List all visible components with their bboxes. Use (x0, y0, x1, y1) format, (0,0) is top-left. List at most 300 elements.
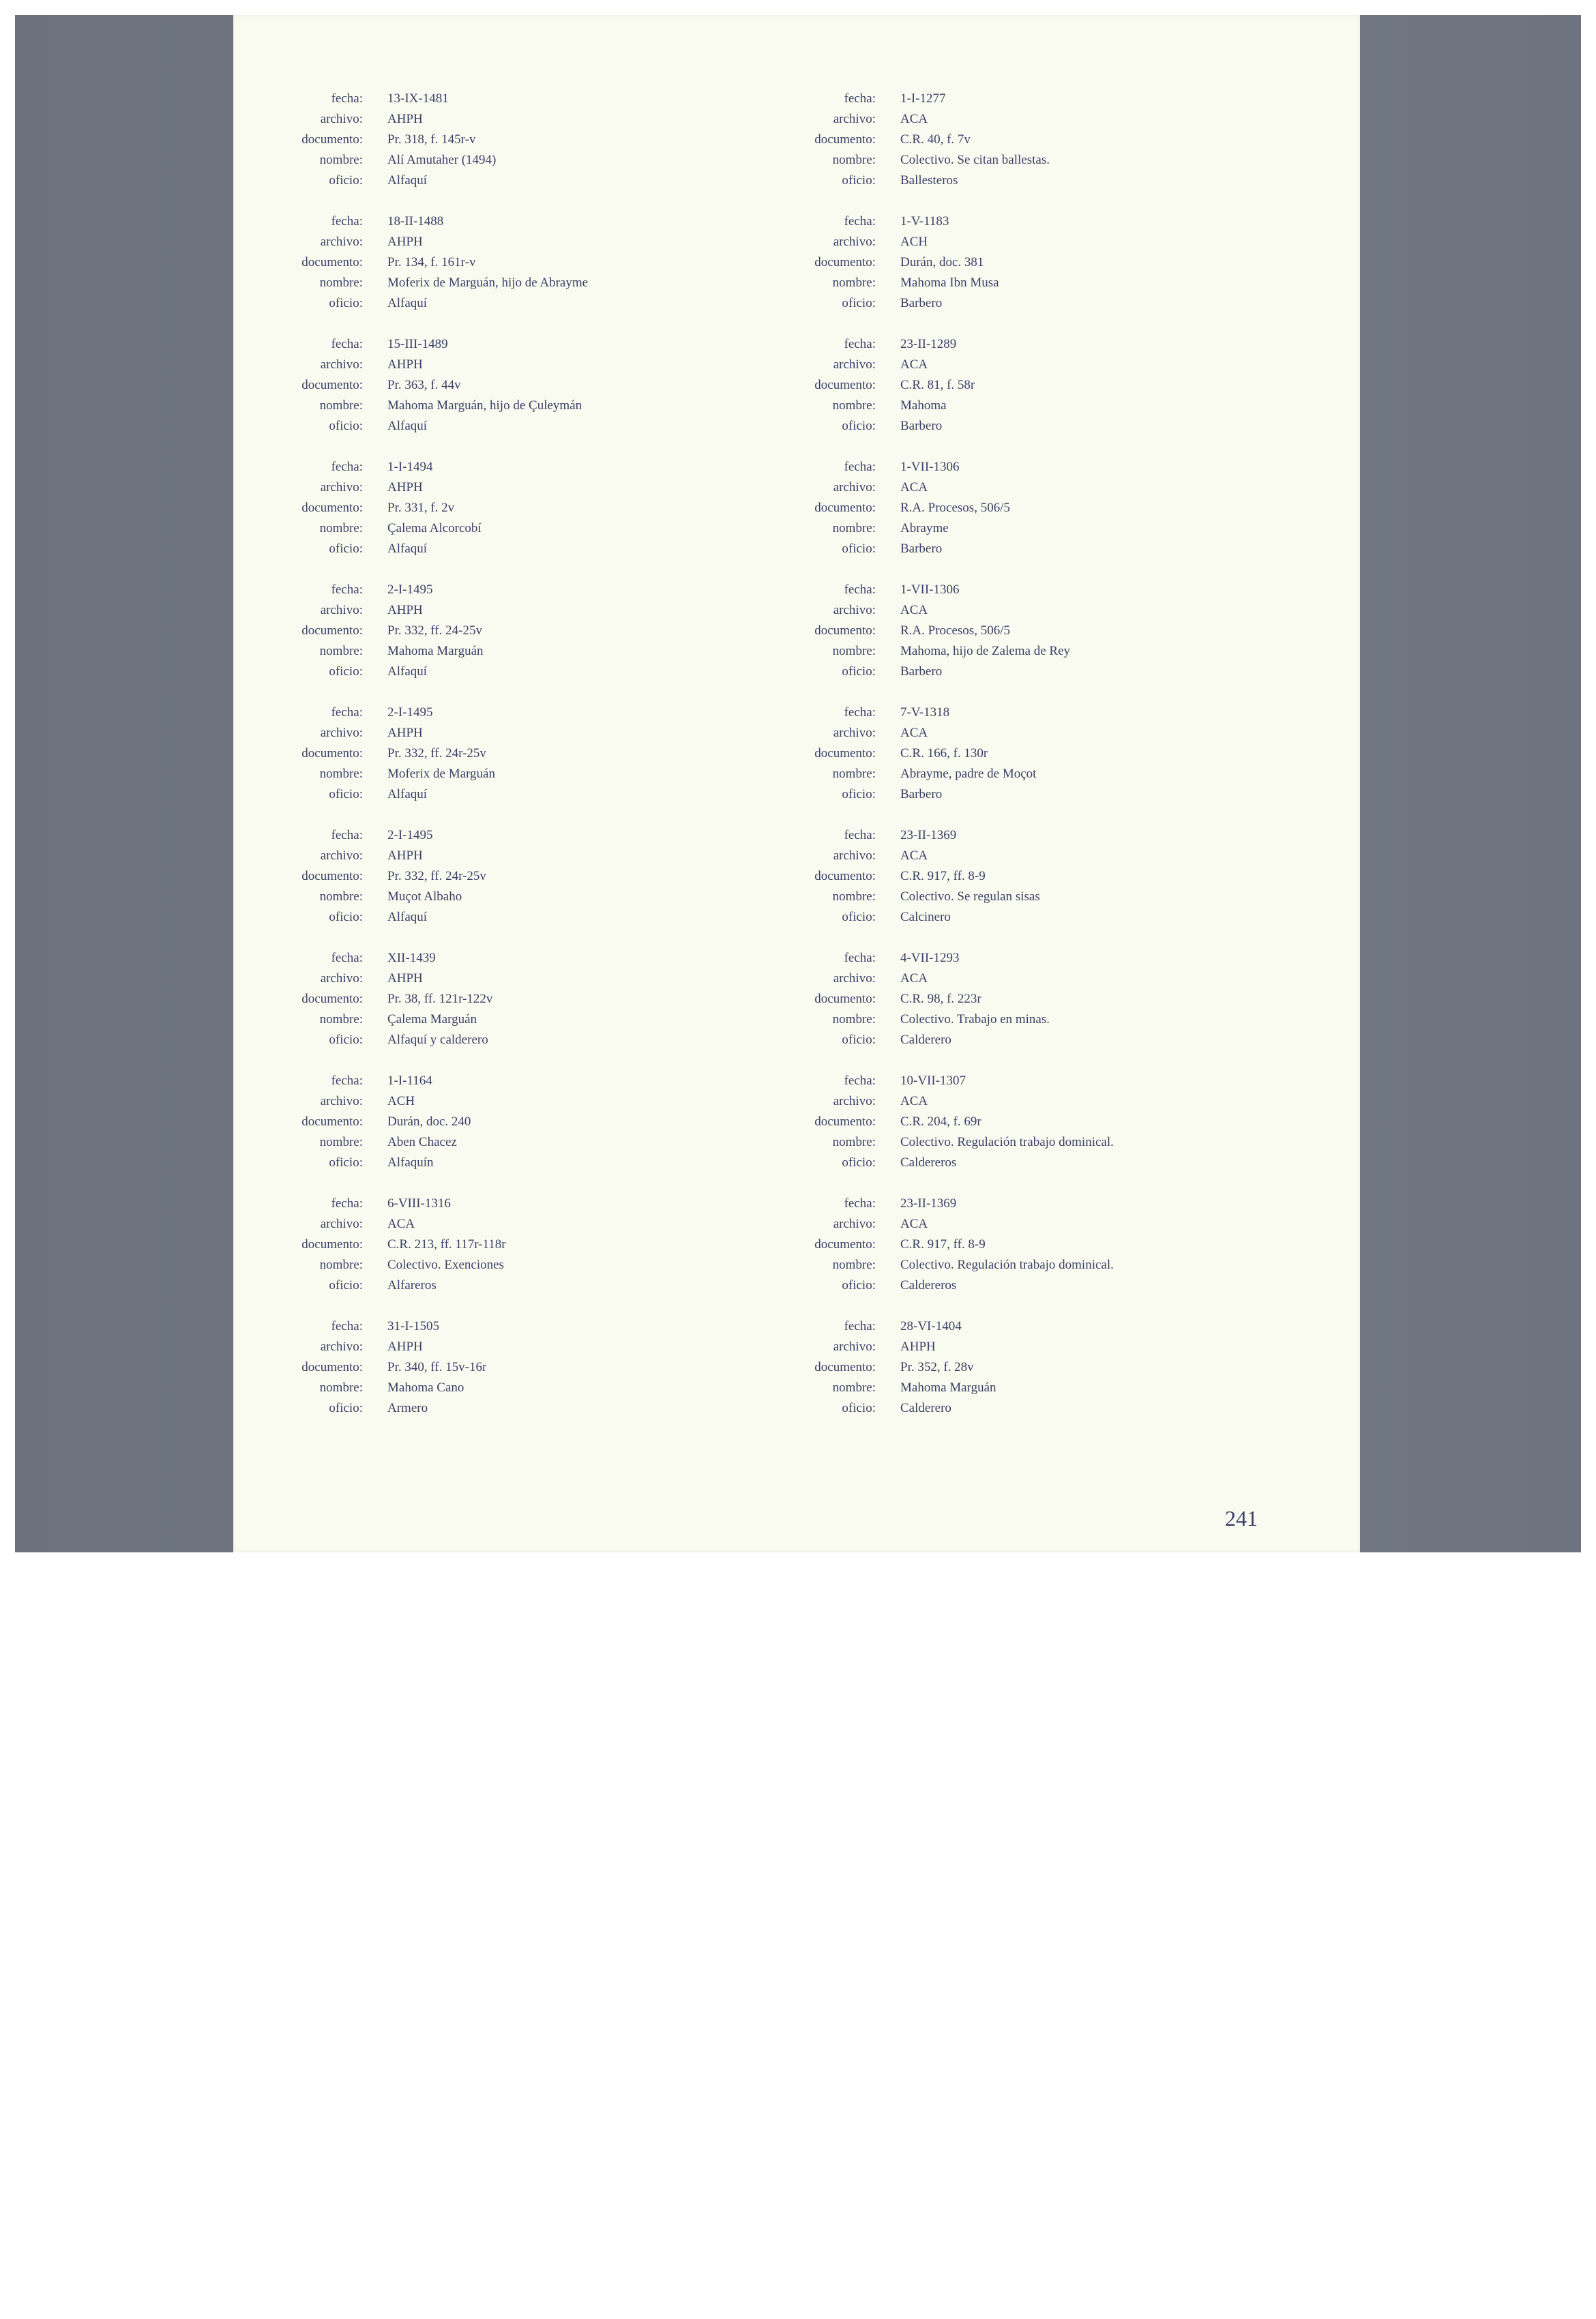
oficio-value: Caldereros (900, 1155, 957, 1170)
documento-label: documento: (301, 255, 363, 269)
record-entry (738, 457, 1352, 580)
fecha-value: 23-II-1289 (900, 337, 957, 351)
record-row-oficio (233, 907, 752, 928)
record-entry (233, 580, 752, 703)
nombre-value: Aben Chacez (387, 1135, 457, 1149)
nombre-label: nombre: (319, 1135, 363, 1149)
record-row-archivo (233, 969, 752, 989)
record-row-nombre (738, 1009, 1352, 1030)
archivo-value: AHPH (387, 112, 423, 126)
oficio-value: Alfaquí (387, 910, 428, 924)
fecha-value: 10-VII-1307 (900, 1074, 966, 1088)
documento-label: documento: (301, 501, 363, 515)
record-entry (738, 1194, 1352, 1316)
record-row-documento (233, 989, 752, 1009)
record-row-oficio (233, 1153, 752, 1173)
archivo-value: AHPH (387, 848, 423, 863)
record-row-archivo (233, 600, 752, 621)
oficio-value: Barbero (900, 787, 943, 801)
archivo-value: AHPH (387, 603, 423, 617)
documento-value: C.R. 166, f. 130r (900, 746, 988, 760)
archivo-label: archivo: (320, 603, 363, 617)
record-row-archivo (233, 846, 752, 866)
fecha-value: 28-VI-1404 (900, 1319, 962, 1333)
documento-label: documento: (301, 992, 363, 1006)
nombre-value: Mahoma Marguán (900, 1380, 996, 1395)
fecha-label: fecha: (844, 460, 876, 474)
oficio-label: oficio: (329, 787, 363, 801)
record-row-fecha (233, 703, 752, 723)
record-row-oficio (233, 171, 752, 191)
record-row-documento (738, 1357, 1352, 1378)
archivo-value: AHPH (387, 726, 423, 740)
nombre-value: Moferix de Marguán, hijo de Abrayme (387, 276, 589, 290)
fecha-label: fecha: (331, 1196, 363, 1211)
record-row-fecha (738, 1071, 1352, 1091)
fecha-label: fecha: (331, 1074, 363, 1088)
nombre-value: Abrayme (900, 521, 949, 535)
archivo-label: archivo: (320, 235, 363, 249)
fecha-label: fecha: (331, 951, 363, 965)
record-row-nombre (233, 150, 752, 171)
documento-label: documento: (814, 623, 876, 638)
record-row-nombre (233, 1255, 752, 1275)
record-row-nombre (738, 518, 1352, 539)
record-row-documento (233, 498, 752, 518)
nombre-label: nombre: (832, 521, 876, 535)
nombre-value: Alí Amutaher (1494) (387, 153, 497, 167)
oficio-label: oficio: (329, 664, 363, 679)
oficio-value: Calderero (900, 1033, 951, 1047)
archivo-label: archivo: (833, 1094, 876, 1108)
fecha-label: fecha: (844, 1074, 876, 1088)
archivo-label: archivo: (833, 971, 876, 986)
nombre-label: nombre: (832, 1012, 876, 1026)
oficio-label: oficio: (842, 664, 876, 679)
documento-value: Pr. 332, ff. 24-25v (387, 623, 482, 638)
oficio-label: oficio: (329, 1278, 363, 1293)
documento-label: documento: (301, 1114, 363, 1129)
record-row-nombre (233, 1378, 752, 1398)
archivo-value: AHPH (387, 1340, 423, 1354)
fecha-value: 18-II-1488 (387, 214, 444, 228)
documento-value: Durán, doc. 240 (387, 1114, 471, 1129)
record-row-documento (233, 130, 752, 150)
nombre-value: Abrayme, padre de Moçot (900, 767, 1037, 781)
record-row-oficio (738, 1275, 1352, 1296)
nombre-value: Mahoma Ibn Musa (900, 276, 999, 290)
nombre-value: Mahoma, hijo de Zalema de Rey (900, 644, 1071, 658)
record-entry (738, 1316, 1352, 1439)
record-row-fecha (738, 580, 1352, 600)
record-row-fecha (738, 703, 1352, 723)
oficio-value: Calcinero (900, 910, 951, 924)
documento-label: documento: (814, 255, 876, 269)
record-row-fecha (233, 1194, 752, 1214)
fecha-label: fecha: (331, 337, 363, 351)
fecha-label: fecha: (844, 828, 876, 842)
documento-label: documento: (301, 378, 363, 392)
record-row-archivo (233, 355, 752, 375)
record-row-fecha (233, 1071, 752, 1091)
nombre-value: Colectivo. Se citan ballestas. (900, 153, 1050, 167)
documento-label: documento: (301, 132, 363, 147)
record-row-oficio (233, 1275, 752, 1296)
nombre-label: nombre: (832, 767, 876, 781)
record-entry (233, 948, 752, 1071)
fecha-value: 1-VII-1306 (900, 460, 960, 474)
record-row-nombre (233, 887, 752, 907)
archivo-label: archivo: (833, 726, 876, 740)
oficio-label: oficio: (329, 1401, 363, 1415)
documento-value: Pr. 363, f. 44v (387, 378, 461, 392)
record-row-fecha (738, 825, 1352, 846)
record-row-oficio (738, 662, 1352, 682)
record-row-documento (233, 1357, 752, 1378)
archivo-value: ACA (387, 1217, 415, 1231)
record-row-oficio (738, 416, 1352, 437)
fecha-label: fecha: (844, 582, 876, 597)
nombre-value: Mahoma (900, 398, 947, 413)
documento-value: C.R. 81, f. 58r (900, 378, 975, 392)
record-row-archivo (738, 355, 1352, 375)
record-row-nombre (738, 764, 1352, 784)
record-row-documento (233, 375, 752, 396)
oficio-value: Ballesteros (900, 173, 958, 188)
record-row-archivo (233, 232, 752, 252)
oficio-label: oficio: (329, 542, 363, 556)
fecha-label: fecha: (331, 91, 363, 106)
record-row-archivo (233, 477, 752, 498)
documento-label: documento: (301, 623, 363, 638)
record-row-fecha (738, 948, 1352, 969)
record-row-documento (738, 621, 1352, 641)
record-row-documento (738, 743, 1352, 764)
record-row-documento (738, 989, 1352, 1009)
documento-value: Pr. 332, ff. 24r-25v (387, 746, 486, 760)
documento-value: C.R. 98, f. 223r (900, 992, 981, 1006)
record-row-fecha (233, 948, 752, 969)
record-row-nombre (738, 396, 1352, 416)
fecha-value: 1-I-1494 (387, 460, 433, 474)
nombre-label: nombre: (832, 1380, 876, 1395)
documento-value: Pr. 318, f. 145r-v (387, 132, 476, 147)
nombre-label: nombre: (319, 1258, 363, 1272)
record-row-documento (233, 1112, 752, 1132)
fecha-label: fecha: (844, 951, 876, 965)
archivo-label: archivo: (833, 1340, 876, 1354)
fecha-value: 23-II-1369 (900, 1196, 957, 1211)
fecha-value: 1-V-1183 (900, 214, 949, 228)
documento-label: documento: (301, 1237, 363, 1252)
fecha-label: fecha: (844, 1196, 876, 1211)
fecha-label: fecha: (844, 214, 876, 228)
record-entry (233, 211, 752, 334)
oficio-label: oficio: (842, 173, 876, 188)
nombre-label: nombre: (319, 276, 363, 290)
nombre-label: nombre: (319, 521, 363, 535)
documento-value: Durán, doc. 381 (900, 255, 984, 269)
nombre-value: Çalema Alcorcobí (387, 521, 482, 535)
record-entry (233, 457, 752, 580)
record-entry (738, 1071, 1352, 1194)
documento-value: C.R. 917, ff. 8-9 (900, 1237, 986, 1252)
record-row-fecha (233, 334, 752, 355)
archivo-label: archivo: (833, 357, 876, 372)
nombre-label: nombre: (319, 767, 363, 781)
record-row-documento (738, 1112, 1352, 1132)
record-row-nombre (738, 150, 1352, 171)
fecha-label: fecha: (331, 214, 363, 228)
record-row-archivo (738, 1091, 1352, 1112)
documento-label: documento: (301, 869, 363, 883)
fecha-label: fecha: (331, 460, 363, 474)
oficio-label: oficio: (842, 1401, 876, 1415)
archivo-value: ACA (900, 112, 928, 126)
archivo-value: ACA (900, 971, 928, 986)
documento-value: Pr. 38, ff. 121r-122v (387, 992, 493, 1006)
oficio-label: oficio: (842, 787, 876, 801)
record-row-oficio (233, 662, 752, 682)
documento-value: C.R. 204, f. 69r (900, 1114, 981, 1129)
archivo-label: archivo: (833, 112, 876, 126)
nombre-value: Mahoma Marguán, hijo de Çuleymán (387, 398, 582, 413)
record-entry (233, 703, 752, 825)
record-row-documento (738, 130, 1352, 150)
documento-value: Pr. 134, f. 161r-v (387, 255, 476, 269)
record-row-archivo (738, 969, 1352, 989)
record-row-oficio (233, 416, 752, 437)
documento-value: C.R. 213, ff. 117r-118r (387, 1237, 506, 1252)
record-row-documento (738, 252, 1352, 273)
archivo-label: archivo: (833, 480, 876, 494)
record-row-nombre (233, 641, 752, 662)
fecha-value: 2-I-1495 (387, 582, 433, 597)
record-row-oficio (233, 539, 752, 559)
record-row-archivo (738, 1337, 1352, 1357)
record-entry (738, 948, 1352, 1071)
oficio-value: Alfaquí (387, 296, 428, 310)
oficio-value: Barbero (900, 664, 943, 679)
record-row-oficio (233, 1030, 752, 1050)
nombre-label: nombre: (832, 276, 876, 290)
oficio-label: oficio: (329, 419, 363, 433)
record-row-fecha (738, 211, 1352, 232)
record-entry (738, 89, 1352, 211)
documento-label: documento: (301, 1360, 363, 1374)
archivo-value: ACA (900, 357, 928, 372)
fecha-label: fecha: (844, 337, 876, 351)
record-row-fecha (233, 211, 752, 232)
archivo-label: archivo: (320, 971, 363, 986)
nombre-label: nombre: (319, 153, 363, 167)
record-row-nombre (233, 1132, 752, 1153)
record-row-archivo (233, 109, 752, 130)
archivo-value: ACA (900, 603, 928, 617)
archivo-label: archivo: (320, 726, 363, 740)
nombre-label: nombre: (319, 398, 363, 413)
page-number: 241 (1225, 1506, 1258, 1531)
archivo-value: AHPH (387, 235, 423, 249)
documento-value: Pr. 332, ff. 24r-25v (387, 869, 486, 883)
record-row-documento (233, 866, 752, 887)
record-row-oficio (233, 293, 752, 314)
record-row-nombre (233, 518, 752, 539)
documento-value: Pr. 340, ff. 15v-16r (387, 1360, 487, 1374)
fecha-value: 13-IX-1481 (387, 91, 449, 106)
record-row-oficio (738, 1153, 1352, 1173)
record-row-nombre (233, 396, 752, 416)
book-page (233, 15, 1360, 1552)
archivo-value: ACH (900, 235, 928, 249)
archivo-label: archivo: (320, 480, 363, 494)
nombre-label: nombre: (319, 889, 363, 904)
record-row-archivo (738, 109, 1352, 130)
nombre-label: nombre: (319, 644, 363, 658)
oficio-value: Barbero (900, 419, 943, 433)
archivo-value: ACH (387, 1094, 415, 1108)
archivo-value: ACA (900, 848, 928, 863)
fecha-label: fecha: (331, 582, 363, 597)
record-row-documento (233, 621, 752, 641)
left-column (233, 89, 752, 1439)
archivo-label: archivo: (833, 848, 876, 863)
archivo-value: AHPH (387, 971, 423, 986)
record-row-fecha (233, 89, 752, 109)
fecha-value: 15-III-1489 (387, 337, 448, 351)
documento-value: C.R. 917, ff. 8-9 (900, 869, 986, 883)
fecha-value: XII-1439 (387, 951, 436, 965)
oficio-label: oficio: (329, 296, 363, 310)
oficio-value: Alfaquí (387, 419, 428, 433)
record-row-nombre (738, 887, 1352, 907)
oficio-value: Armero (387, 1401, 428, 1415)
nombre-value: Colectivo. Regulación trabajo dominical. (900, 1135, 1114, 1149)
oficio-value: Alfaquí (387, 787, 428, 801)
nombre-value: Colectivo. Se regulan sisas (900, 889, 1040, 904)
nombre-label: nombre: (319, 1012, 363, 1026)
documento-label: documento: (814, 1114, 876, 1129)
fecha-value: 1-I-1277 (900, 91, 946, 106)
record-entry (738, 825, 1352, 948)
record-row-fecha (738, 334, 1352, 355)
record-entry (233, 1071, 752, 1194)
oficio-value: Barbero (900, 296, 943, 310)
record-row-oficio (738, 1030, 1352, 1050)
documento-label: documento: (814, 132, 876, 147)
fecha-value: 2-I-1495 (387, 828, 433, 842)
archivo-label: archivo: (320, 1340, 363, 1354)
record-entry (738, 334, 1352, 457)
record-row-documento (738, 1235, 1352, 1255)
oficio-label: oficio: (842, 910, 876, 924)
record-row-oficio (738, 171, 1352, 191)
nombre-value: Colectivo. Exenciones (387, 1258, 504, 1272)
record-row-fecha (233, 825, 752, 846)
documento-value: R.A. Procesos, 506/5 (900, 623, 1010, 638)
archivo-label: archivo: (320, 1094, 363, 1108)
fecha-value: 31-I-1505 (387, 1319, 439, 1333)
record-row-documento (738, 866, 1352, 887)
oficio-value: Caldereros (900, 1278, 957, 1293)
record-row-fecha (738, 457, 1352, 477)
fecha-value: 23-II-1369 (900, 828, 957, 842)
record-row-fecha (738, 89, 1352, 109)
oficio-value: Barbero (900, 542, 943, 556)
record-row-archivo (738, 846, 1352, 866)
right-column (738, 89, 1352, 1439)
record-row-fecha (738, 1316, 1352, 1337)
archivo-value: AHPH (387, 357, 423, 372)
record-row-oficio (738, 539, 1352, 559)
oficio-label: oficio: (329, 1033, 363, 1047)
documento-value: Pr. 331, f. 2v (387, 501, 455, 515)
record-entry (233, 825, 752, 948)
oficio-value: Alfaquí (387, 542, 428, 556)
archivo-value: AHPH (900, 1340, 936, 1354)
record-entry (738, 580, 1352, 703)
record-row-fecha (233, 457, 752, 477)
record-row-oficio (738, 907, 1352, 928)
fecha-label: fecha: (844, 705, 876, 720)
record-row-nombre (738, 1378, 1352, 1398)
nombre-label: nombre: (832, 1258, 876, 1272)
record-row-documento (738, 498, 1352, 518)
archivo-label: archivo: (320, 112, 363, 126)
record-entry (233, 1194, 752, 1316)
documento-label: documento: (814, 1360, 876, 1374)
oficio-value: Alfaquí y calderero (387, 1033, 488, 1047)
fecha-value: 1-VII-1306 (900, 582, 960, 597)
nombre-label: nombre: (832, 398, 876, 413)
oficio-value: Alfareros (387, 1278, 437, 1293)
documento-label: documento: (814, 992, 876, 1006)
fecha-value: 2-I-1495 (387, 705, 433, 720)
record-row-nombre (738, 641, 1352, 662)
documento-value: Pr. 352, f. 28v (900, 1360, 974, 1374)
documento-value: C.R. 40, f. 7v (900, 132, 971, 147)
record-row-oficio (738, 784, 1352, 805)
record-row-fecha (738, 1194, 1352, 1214)
archivo-label: archivo: (833, 1217, 876, 1231)
nombre-value: Çalema Marguán (387, 1012, 477, 1026)
record-row-documento (233, 743, 752, 764)
archivo-value: ACA (900, 480, 928, 494)
fecha-label: fecha: (331, 705, 363, 720)
record-entry (233, 1316, 752, 1439)
nombre-value: Moferix de Marguán (387, 767, 495, 781)
documento-label: documento: (814, 869, 876, 883)
oficio-value: Alfaquí (387, 173, 428, 188)
fecha-label: fecha: (844, 1319, 876, 1333)
oficio-value: Alfaquí (387, 664, 428, 679)
documento-label: documento: (814, 746, 876, 760)
nombre-label: nombre: (319, 1380, 363, 1395)
record-row-oficio (738, 293, 1352, 314)
archivo-label: archivo: (833, 235, 876, 249)
record-row-oficio (738, 1398, 1352, 1419)
record-entry (738, 211, 1352, 334)
oficio-label: oficio: (329, 173, 363, 188)
oficio-label: oficio: (842, 542, 876, 556)
documento-value: R.A. Procesos, 506/5 (900, 501, 1010, 515)
documento-label: documento: (814, 1237, 876, 1252)
fecha-value: 1-I-1164 (387, 1074, 432, 1088)
record-row-oficio (233, 784, 752, 805)
record-row-archivo (738, 477, 1352, 498)
oficio-label: oficio: (842, 419, 876, 433)
fecha-value: 7-V-1318 (900, 705, 950, 720)
